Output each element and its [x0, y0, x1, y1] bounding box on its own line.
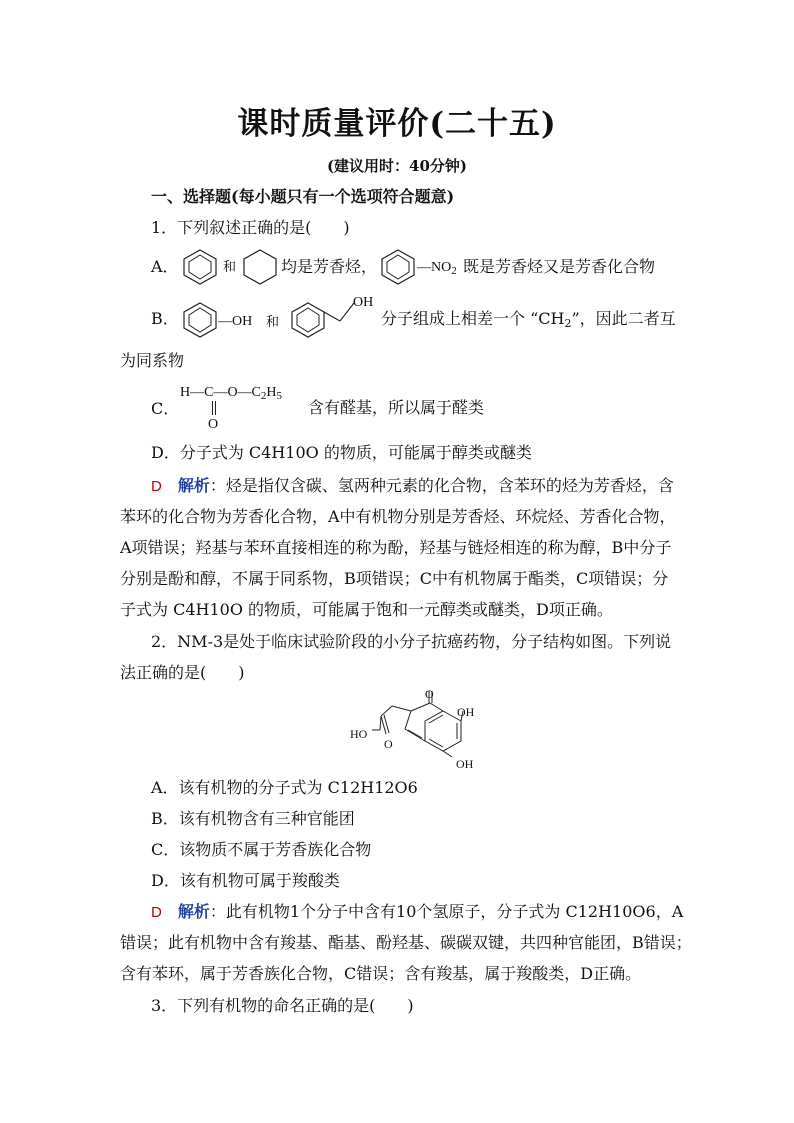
q2-mol-o2: O — [384, 737, 393, 751]
q2-explanation-line2: 错误；此有机物中含有羧基、酯基、酚羟基、碳碳双键，共四种官能团，B错误； — [120, 933, 692, 952]
q2-explanation-line3: 含有苯环，属于芳香族化合物，C错误；含有羧基，属于羧酸类，D正确。 — [120, 964, 642, 983]
q2-option-b: B．该有机物含有三种官能团 — [151, 809, 355, 828]
q1-a-text2: 既是芳香烃又是芳香化合物 — [463, 257, 656, 276]
q1-option-a-label: A． — [151, 257, 179, 276]
cyclohexane-ring-icon — [240, 248, 280, 286]
q1-explanation-line5: 子式为 C4H10O 的物质，可能属于饱和一元醇类或醚类，D项正确。 — [120, 600, 613, 619]
q2-stem-line1: 2．NM-3是处于临床试验阶段的小分子抗癌药物，分子结构如图。下列说 — [151, 632, 672, 651]
q1-stem: 1．下列叙述正确的是( ) — [151, 218, 350, 237]
q2-mol-oh1: OH — [457, 705, 475, 719]
q1-explanation-line4: 分别是酚和醇，不属于同系物，B项错误；C中有机物属于酯类，C项错误；分 — [120, 569, 669, 588]
q1-option-d: D．分子式为 C4H10O 的物质，可能属于醇类或醚类 — [151, 443, 532, 462]
q1-option-b-label: B． — [151, 309, 179, 328]
q2-option-c: C．该物质不属于芳香族化合物 — [151, 840, 372, 859]
q2-option-d: D．该有机物可属于羧酸类 — [151, 871, 340, 890]
q3-stem: 3．下列有机物的命名正确的是( ) — [151, 996, 414, 1015]
q2-option-a: A．该有机物的分子式为 C12H12O6 — [151, 778, 418, 797]
q2-mol-o-top: O — [425, 687, 434, 701]
page-title: 课时质量评价(二十五) — [237, 106, 557, 142]
q1-b-oh2: OH — [353, 295, 374, 310]
q1-c-o: O — [208, 417, 219, 432]
q1-a-text1: 均是芳香烃， — [281, 257, 378, 276]
section-heading: 一、选择题(每小题只有一个选项符合题意) — [151, 187, 455, 206]
q1-a-and: 和 — [223, 260, 237, 275]
page-subtitle: (建议用时：40分钟) — [326, 157, 468, 175]
q1-c-text: 含有醛基，所以属于醛类 — [308, 398, 485, 417]
q2-mol-ho: HO — [350, 727, 368, 741]
q1-b-and: 和 — [266, 315, 280, 330]
nitrobenzene-ring-icon — [378, 248, 418, 286]
benzene-ring-icon — [180, 248, 220, 286]
q1-b-text3: 为同系物 — [120, 351, 185, 370]
q1-b-text: 分子组成上相差一个 “$CH_2$”，因此二者互 — [381, 309, 676, 330]
q1-c-formula: $H—C—O—C_2H_5$ — [180, 385, 283, 402]
q1-explanation-line2: 苯环的化合物为芳香化合物，A中有机物分别是芳香烃、环烷烃、芳香化合物， — [120, 507, 676, 526]
q1-option-c-label: C． — [151, 399, 180, 418]
q1-a-no2: $—NO_2$ — [417, 260, 457, 277]
q1-explanation-line1: D 解析：烃是指仅含碳、氢两种元素的化合物，含苯环的烃为芳香烃，含 — [151, 476, 674, 495]
q2-explanation-line1: D 解析：此有机物1个分子中含有10个氢原子，分子式为 C12H10O6，A — [151, 902, 684, 921]
q1-answer: D — [151, 478, 162, 495]
q2-stem-line2: 法正确的是( ) — [120, 663, 245, 682]
phenol-ring-icon — [180, 301, 220, 339]
q1-explanation-line3: A项错误；羟基与苯环直接相连的称为酚，羟基与链烃相连的称为醇，B中分子 — [120, 538, 672, 557]
q1-b-oh: —OH — [218, 314, 253, 329]
q2-mol-oh2: OH — [456, 757, 474, 771]
q2-answer: D — [151, 904, 162, 921]
